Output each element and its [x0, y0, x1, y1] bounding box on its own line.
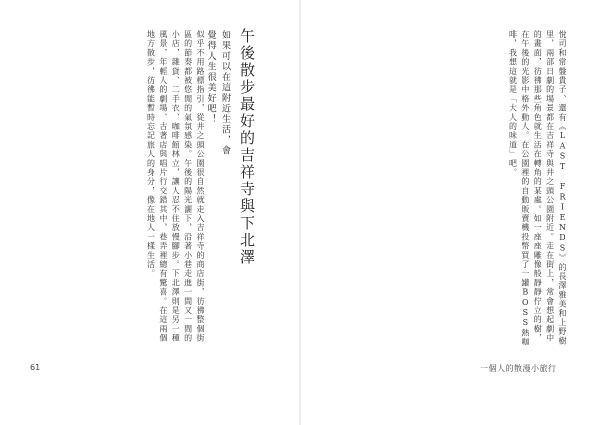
running-footer: 一個人的散漫小旅行 — [480, 364, 557, 373]
section-heading: 午後散步最好的吉祥寺與下北澤 — [238, 28, 256, 266]
left-page-body-text: 似乎不用路標指引，從井之頭公園很自然就走入吉祥寺的商店街，彷彿整個街區的節奏都被悠閒的氣氛感染。午後的陽光灑下，沿著小巷走進一間又一間的小店，雜貨、二手衣、咖啡館林立，讓人忍不住放慢腳步。下北澤則是另一種風景，年輕人的劇場、古著店與唱片行交錯其中，巷弄裡總有驚喜。在這兩個地方散步，彷彿能暫時忘記旅人的身分，像在地人一樣生活。 — [146, 30, 205, 343]
section-subtitle: 如果可以在這附近生活，會覺得人生很美好吧！ — [205, 30, 230, 156]
page-number: 61 — [30, 363, 41, 372]
right-page-body-text: 悅司和常盤貴子、還有《LAST FRIENDS》的長澤雅美和上野樹里，兩部日劇的場景都在吉祥寺與井之頭公園附近。走在街上，常會想起劇中的畫面，彷彿那些角色就生活在轉角的某處。如一座座雕像般靜靜佇立的樹，在午後的光影中格外動人。在公園裡的自動販賣機投幣買了一罐BOSS熱咖啡，我想這就是「大人的味道」吧。 — [508, 30, 567, 347]
page-gutter — [299, 0, 301, 425]
